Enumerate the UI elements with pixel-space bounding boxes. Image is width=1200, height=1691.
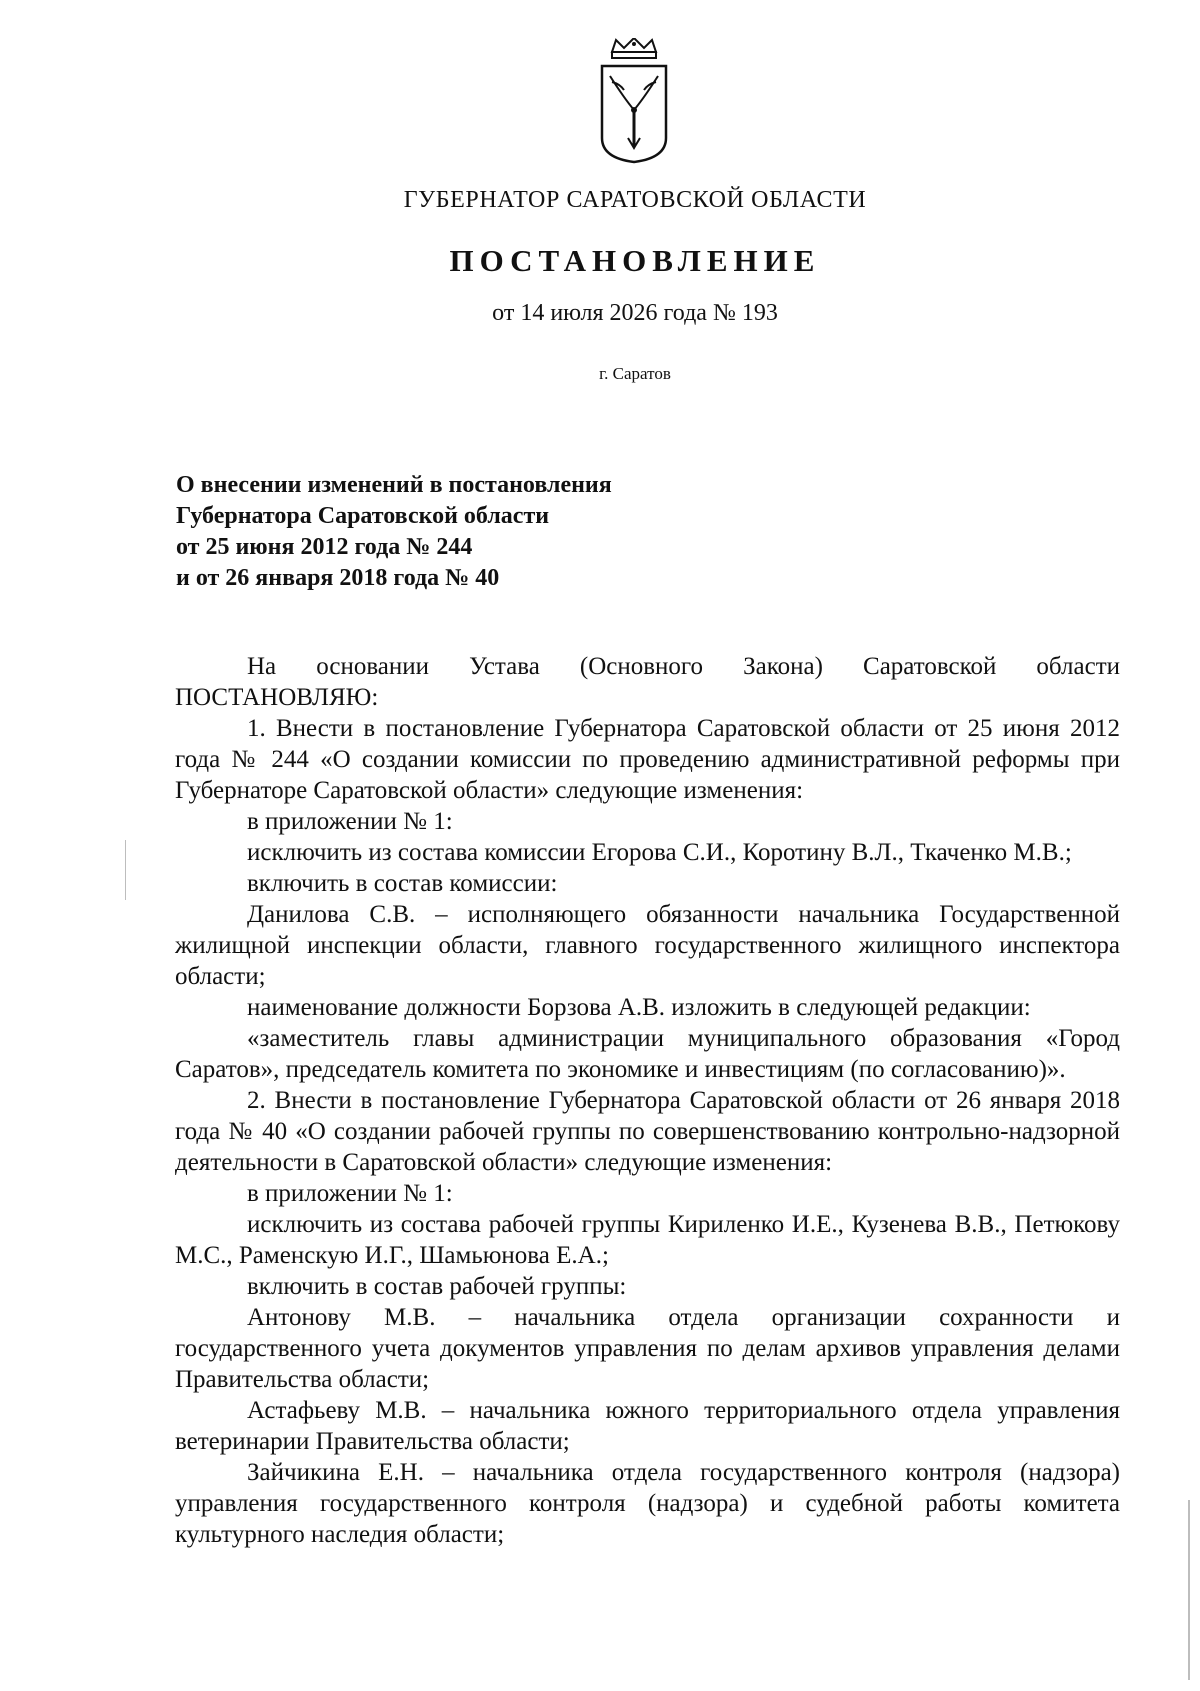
subject-line: и от 26 января 2018 года № 40 <box>176 565 500 591</box>
coat-of-arms-icon <box>594 38 674 168</box>
document-subject <box>176 470 612 594</box>
scan-edge-mark <box>1188 1500 1190 1680</box>
body-paragraph: 2. Внести в постановление Губернатора Саратовской области от 26 января 2018 года № 40 «О создании рабочей группы по совершенствованию контрольно-надзорной деятельности в Саратовской области» следующие изменения: <box>175 1087 1120 1176</box>
subject-line: Губернатора Саратовской области <box>176 503 550 529</box>
document-date-number: от 14 июля 2026 года № 193 <box>492 300 778 326</box>
body-paragraph: включить в состав рабочей группы: <box>247 1273 627 1300</box>
document-body <box>175 651 1120 1550</box>
body-paragraph: Астафьеву М.В. – начальника южного территориального отдела управления ветеринарии Правительства области; <box>175 1397 1120 1455</box>
document-city: г. Саратов <box>599 364 671 383</box>
issuing-authority: ГУБЕРНАТОР САРАТОВСКОЙ ОБЛАСТИ <box>403 187 867 213</box>
body-paragraph: наименование должности Борзова А.В. изложить в следующей редакции: <box>247 994 1031 1021</box>
document-type: ПОСТАНОВЛЕНИЕ <box>449 243 821 278</box>
body-paragraph: исключить из состава рабочей группы Кириленко И.Е., Кузенева В.В., Петюкову М.С., Раменскую И.Г., Шамьюнова Е.А.; <box>175 1211 1120 1269</box>
scan-edge-mark <box>125 840 126 900</box>
decree-word: ПОСТАНОВЛЯЮ: <box>175 684 379 711</box>
body-paragraph: в приложении № 1: <box>247 1180 453 1207</box>
body-paragraph: «заместитель главы администрации муниципального образования «Город Саратов», председатель комитета по экономике и инвестициям (по согласованию)». <box>175 1025 1120 1083</box>
subject-line: О внесении изменений в постановления <box>176 472 612 498</box>
body-paragraph: 1. Внести в постановление Губернатора Саратовской области от 25 июня 2012 года № 244 «О создании комиссии по проведению административной реформы при Губернаторе Саратовской области» следующие изменения: <box>175 715 1120 804</box>
body-paragraph: в приложении № 1: <box>247 808 453 835</box>
body-paragraph: исключить из состава комиссии Егорова С.И., Коротину В.Л., Ткаченко М.В.; <box>247 839 1072 866</box>
body-paragraph: Данилова С.В. – исполняющего обязанности начальника Государственной жилищной инспекции области, главного государственного жилищного инспектора области; <box>175 901 1120 990</box>
body-paragraph: Зайчикина Е.Н. – начальника отдела государственного контроля (надзора) управления государственного контроля (надзора) и судебной работы комитета культурного наследия области; <box>175 1459 1120 1548</box>
body-paragraph: Антонову М.В. – начальника отдела организации сохранности и государственного учета документов управления по делам архивов управления делами Правительства области; <box>175 1304 1120 1393</box>
body-paragraph: включить в состав комиссии: <box>247 870 558 897</box>
subject-line: от 25 июня 2012 года № 244 <box>176 534 473 560</box>
body-paragraph: На основании Устава (Основного Закона) Саратовской области <box>247 653 1120 680</box>
